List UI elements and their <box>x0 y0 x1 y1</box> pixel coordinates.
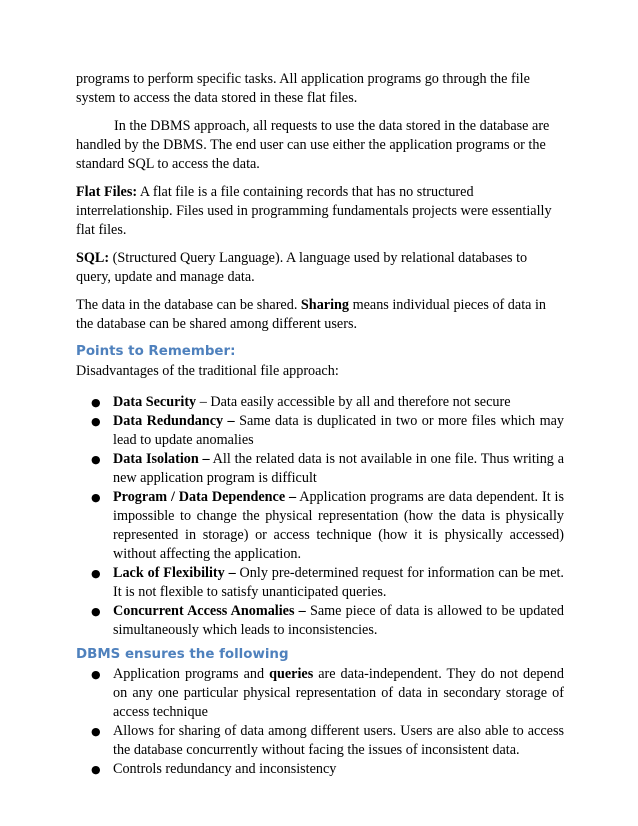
item-term: queries <box>269 666 314 682</box>
list-item <box>76 450 564 488</box>
bullet-icon: ● <box>91 763 101 776</box>
list-item <box>76 393 564 412</box>
bullet-icon: ● <box>91 725 101 738</box>
item-text: Same piece of data is allowed to be updated simultaneously which leads to inconsistencies. <box>113 603 565 638</box>
bullet-icon: ● <box>91 415 101 428</box>
term-sql: SQL: <box>76 250 110 266</box>
heading-dbms-ensures: DBMS ensures the following <box>76 647 289 662</box>
item-term: Concurrent Access Anomalies – <box>113 603 306 619</box>
list-item <box>76 722 564 760</box>
item-term: Data Security <box>113 394 197 410</box>
disadvantages-lead: Disadvantages of the traditional file approach: <box>76 363 339 379</box>
paragraph-file-system: programs to perform specific tasks. All application programs go through the file system to access the data stored in these flat files. <box>76 71 530 106</box>
paragraph-sql <box>76 249 564 287</box>
dbms-ensures-list <box>76 665 564 779</box>
bullet-icon: ● <box>91 453 101 466</box>
sharing-after: means individual pieces of data in the database can be shared among different users. <box>76 297 547 332</box>
sharing-before: The data in the database can be shared. <box>76 297 301 313</box>
list-item <box>76 760 564 779</box>
item-text: Application programs are data dependent. It is impossible to change the physical representation (how the data is physically represented in storage) or access technique (how it is physically accessed) without affecting the application. <box>113 489 564 562</box>
paragraph-dbms-approach: In the DBMS approach, all requests to use the data stored in the database are handled by the DBMS. The end user can use either the application programs or the standard SQL to access the data. <box>76 118 550 172</box>
list-item <box>76 564 564 602</box>
item-text-after: are data-independent. They do not depend on any one particular physical representation of data in secondary storage of access technique <box>113 666 564 720</box>
item-term: Lack of Flexibility – <box>113 565 236 581</box>
definition-sql: (Structured Query Language). A language used by relational databases to query, update and manage data. <box>76 250 528 285</box>
bullet-icon: ● <box>91 491 101 504</box>
list-item <box>76 488 564 564</box>
item-text: Same data is duplicated in two or more files which may lead to update anomalies <box>113 413 565 448</box>
item-text: Only pre-determined request for information can be met. It is not flexible to satisfy unanticipated queries. <box>113 565 564 600</box>
term-sharing: Sharing <box>300 297 350 313</box>
disadvantages-list <box>76 393 564 640</box>
list-item <box>76 602 564 640</box>
bullet-icon: ● <box>91 567 101 580</box>
item-term: Data Isolation – <box>113 451 210 467</box>
definition-flat-files: A flat file is a file containing records that has no structured interrelationship. Files used in programming fundamentals projects were essentially flat files. <box>76 184 552 238</box>
bullet-icon: ● <box>91 605 101 618</box>
item-term: Program / Data Dependence – <box>113 489 297 505</box>
term-flat-files: Flat Files: <box>76 184 138 200</box>
item-text-before: Controls redundancy and inconsistency <box>113 761 337 777</box>
list-item <box>76 665 564 722</box>
paragraph-flat-files <box>76 183 564 240</box>
bullet-icon: ● <box>91 396 101 409</box>
item-text: – Data easily accessible by all and therefore not secure <box>196 394 511 410</box>
heading-points-to-remember: Points to Remember: <box>76 344 236 359</box>
item-text-before: Allows for sharing of data among different users. Users are also able to access the database concurrently without facing the issues of inconsistent data. <box>113 723 564 758</box>
list-item <box>76 412 564 450</box>
item-term: Data Redundancy – <box>113 413 235 429</box>
item-text: All the related data is not available in one file. Thus writing a new application program is difficult <box>113 451 564 486</box>
paragraph-sharing <box>76 296 564 334</box>
item-text-before: Application programs and <box>113 666 270 682</box>
bullet-icon: ● <box>91 668 101 681</box>
